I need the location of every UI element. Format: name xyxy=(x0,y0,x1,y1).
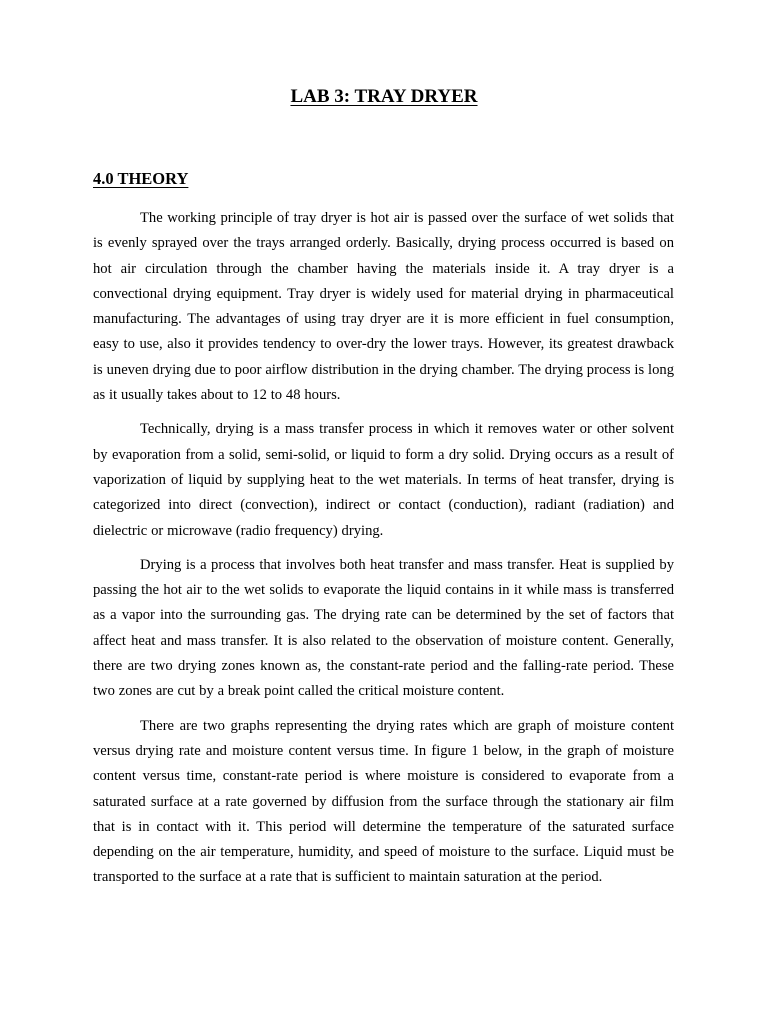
paragraph-working-principle: The working principle of tray dryer is hot air is passed over the surface of wet solids that is evenly sprayed over the trays arranged orderly. Basically, drying process occurred is based on hot air circulation through the chamber having the materials inside it. A tray dryer is a convectional drying equipment. Tray dryer is widely used for material drying in pharmaceutical manufacturing. The advantages of using tray dryer are it is more efficient in fuel consumption, easy to use, also it provides tendency to over-dry the lower trays. However, its greatest drawback is uneven drying due to poor airflow distribution in the drying chamber. The drying process is long as it usually takes about to 12 to 48 hours. xyxy=(93,210,674,404)
document-title: LAB 3: TRAY DRYER xyxy=(290,86,478,107)
paragraph-mass-transfer: Technically, drying is a mass transfer process in which it removes water or other solvent by evaporation from a solid, semi-solid, or liquid to form a dry solid. Drying occurs as a result of vaporization of liquid by supplying heat to the wet materials. In terms of heat transfer, drying is categorized into direct (convection), indirect or contact (conduction), radiant (radiation) and dielectric or microwave (radio frequency) drying. xyxy=(93,421,674,539)
paragraph-heat-and-mass-transfer: Drying is a process that involves both heat transfer and mass transfer. Heat is supplied by passing the hot air to the wet solids to evaporate the liquid contains in it while mass is transferred as a vapor into the surrounding gas. The drying rate can be determined by the set of factors that affect heat and mass transfer. It is also related to the observation of moisture content. Generally, there are two drying zones known as, the constant-rate period and the falling-rate period. These two zones are cut by a break point called the critical moisture content. xyxy=(93,556,674,700)
document-body xyxy=(93,206,674,900)
section-heading: 4.0 THEORY xyxy=(93,169,189,188)
paragraph-drying-rate-graphs: There are two graphs representing the drying rates which are graph of moisture content versus drying rate and moisture content versus time. In figure 1 below, in the graph of moisture content versus time, constant-rate period is where moisture is considered to evaporate from a saturated surface at a rate governed by diffusion from the surface through the stationary air film that is in contact with it. This period will determine the temperature of the saturated surface depending on the air temperature, humidity, and speed of moisture to the surface. Liquid must be transported to the surface at a rate that is sufficient to maintain saturation at the period. xyxy=(93,717,674,886)
